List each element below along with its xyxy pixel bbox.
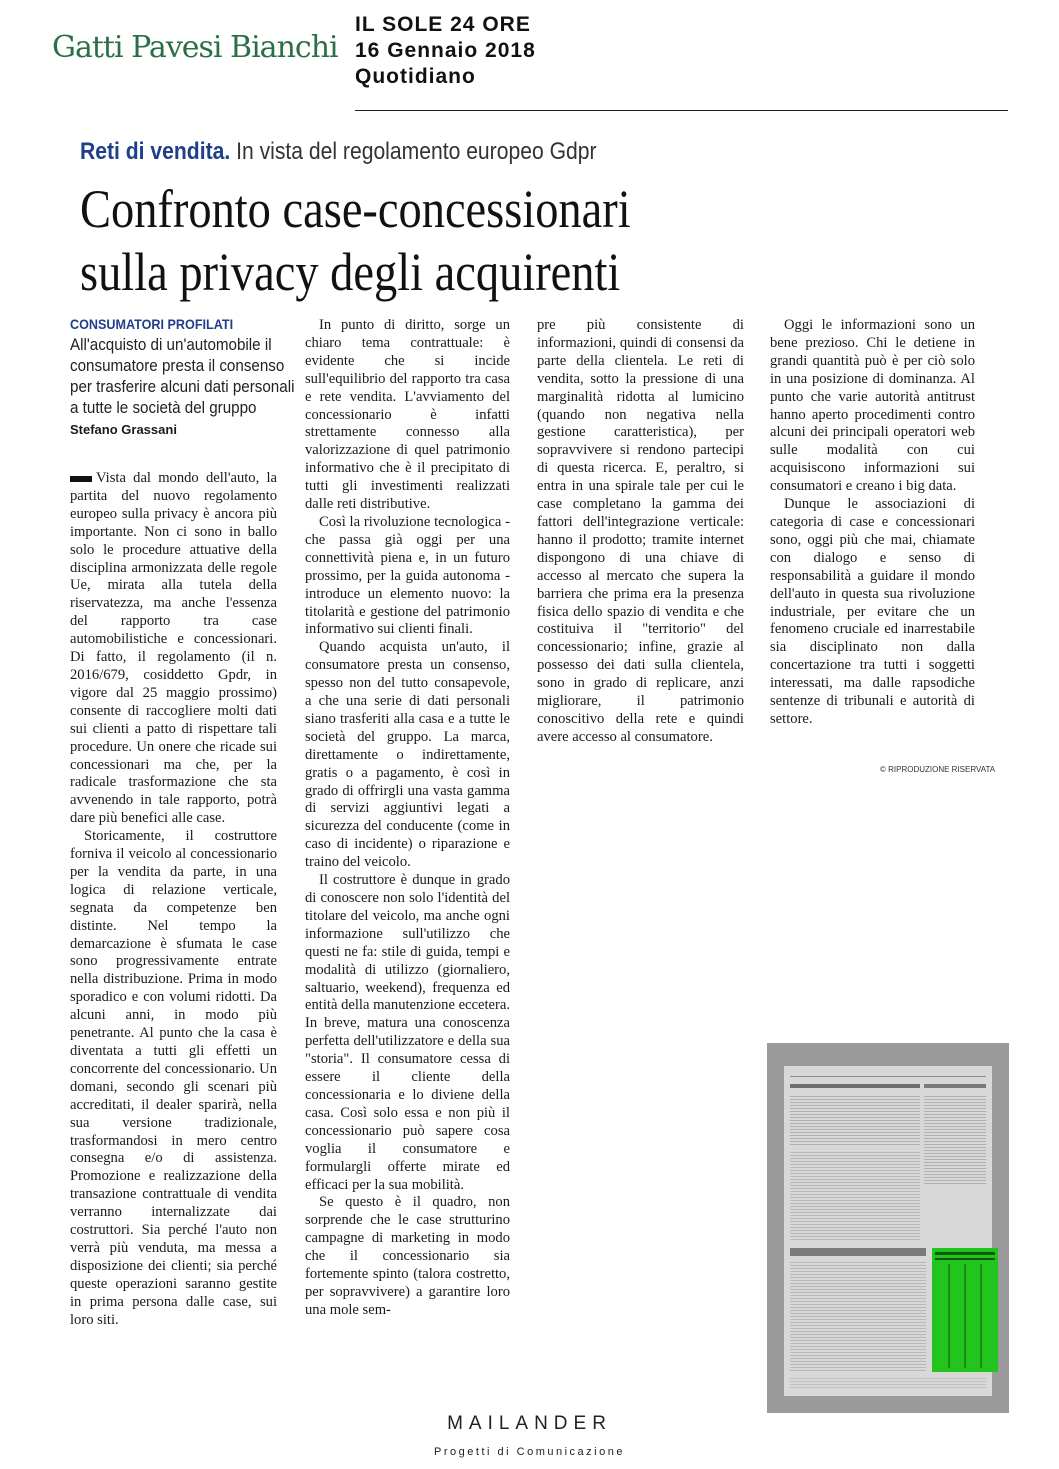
thumbnail-column-rule — [948, 1264, 950, 1368]
kicker-rest: In vista del regolamento europeo Gdpr — [230, 138, 597, 165]
subhead-label: CONSUMATORI PROFILATI — [70, 316, 234, 332]
kicker — [80, 138, 597, 166]
thumbnail-text — [790, 1096, 920, 1146]
thumbnail-column-rule — [980, 1264, 982, 1368]
paragraph: Quando acquista un'auto, il consumatore presta un consenso, spesso non del tutto consapevole, a che una serie di dati personali siano trasferiti alla casa e a tutte le società del gruppo. La marca, direttamente o indirettamente, gratis o a pagamento, è così in grado di offrirgli una vasta gamma di servizi aggiuntivi legati a sicurezza del conducente (come in caso di incidente) o riparazione e traino del veicolo. — [305, 639, 510, 871]
logo: Gatti Pavesi Bianchi — [52, 30, 338, 65]
copyright-notice: © RIPRODUZIONE RISERVATA — [880, 765, 996, 774]
publication-date: 16 Gennaio 2018 — [355, 39, 536, 62]
article-column-2 — [305, 317, 510, 1397]
article-column-3 — [537, 317, 744, 787]
thumbnail-page — [784, 1066, 992, 1396]
publication-info — [355, 12, 536, 90]
paragraph: pre più consistente di informazioni, quindi di consensi da parte della clientela. Le reti di vendita, sotto la pressione di una marginalità ridotta al lumicino (quando non negativa nella gestione caratteristica), per sopravvivere si rendono partecipi di questa ricerca. E, peraltro, si entra in una spirale tale per cui le case completano la gamma dei fattori dell'integrazione verticale: hanno il prodotto; tramite internet dispongono di una chiave di accesso al mercato che supera la barriera che prima era la presenza fisica dello spazio di vendita e che costituiva il "territorio" del concessionario; infine, grazie al possesso dei dati sulla clientela, sono in grado di replicare, anzi migliorare, il patrimonio conoscitivo della rete e quindi avere accesso al consumatore. — [537, 317, 744, 745]
thumbnail-rule — [790, 1076, 986, 1077]
subhead-block — [70, 316, 295, 437]
article-column-4 — [770, 317, 975, 767]
kicker-bold: Reti di vendita. — [80, 138, 231, 165]
publication-name: IL SOLE 24 ORE — [355, 13, 531, 36]
headline-line-1: Confronto case-concessionari — [80, 179, 631, 239]
footer-brand: MAILANDER — [447, 1413, 612, 1434]
thumbnail-text — [790, 1262, 926, 1372]
lead-marker — [70, 476, 92, 482]
footer-tagline: Progetti di Comunicazione — [434, 1446, 625, 1458]
thumbnail-title — [924, 1084, 986, 1088]
paragraph — [70, 470, 277, 828]
headline-line-2: sulla privacy degli acquirenti — [80, 242, 621, 302]
thumbnail-title — [790, 1084, 920, 1088]
thumbnail-text — [790, 1378, 986, 1388]
paragraph: Il costruttore è dunque in grado di conoscere non solo l'identità del titolare del veicolo, ma anche ogni informazione sull'utilizzo che questi ne fa: stile di guida, tempi e modalità di utilizzo (giornaliero, saltuario, weekend), frequenza ed entità della manutenzione eccetera. In breve, matura una conoscenza perfetta dell'utilizzatore e della sua "storia". Il consumatore cessa di essere il cliente della concessionaria e lo diviene della casa. Così solo essa e non più il concessionario può sapere cosa voglia il consumatore e formulargli offerte mirate ed efficaci per la sua mobilità. — [305, 872, 510, 1193]
thumbnail-column-rule — [964, 1264, 966, 1368]
thumbnail-headline — [935, 1252, 995, 1255]
thumbnail-headline — [935, 1258, 995, 1260]
paragraph-text: Vista dal mondo dell'auto, la partita del nuovo regolamento europeo sulla privacy è ancora più importante. Non ci sono in ballo solo le procedure attuative della disciplina armonizzata delle regole Ue, mirata alla tutela della riservatezza, ma anche l'essenza del rapporto tra case automobilistiche e concessionari. Di fatto, il regolamento (il n. 2016/679, cosiddetto Gpdr, in vigore dal 25 maggio prossimo) consente di raccogliere molti dati sui clienti a patto di rispettare tali procedure. Un onere che ricade sui concessionari ma che, per la radicale trasformazione che sta avvenendo in tale rapporto, potrà dare più benefici alle case. — [70, 470, 277, 827]
paragraph: Oggi le informazioni sono un bene prezioso. Chi le detiene in grandi quantità può è per ciò solo in una posizione di dominanza. Al punto che varie autorità antitrust hanno aperto procedimenti contro alcuni dei principali operatori web sulle modalità con cui acquisiscono informazioni sui consumatori e creano i big data. — [770, 317, 975, 495]
publication-frequency: Quotidiano — [355, 65, 476, 88]
page-thumbnail — [767, 1043, 1009, 1413]
headline — [80, 178, 631, 304]
thumbnail-title — [790, 1248, 926, 1256]
paragraph: In punto di diritto, sorge un chiaro tema contrattuale: è evidente che si incide sull'equilibrio del rapporto tra casa e rete vendita. L'avviamento del concessionario è infatti strettamente connesso alla valorizzazione di quel patrimonio informativo che è il precipitato di tutti gli investimenti realizzati dalle reti distributive. — [305, 317, 510, 513]
thumbnail-text — [790, 1152, 920, 1242]
paragraph: Se questo è il quadro, non sorprende che le case strutturino campagne di marketing in modo che il concessionario sia fortemente spinto (talora costretto, per sopravvivere) a garantire loro una mole sem- — [305, 1194, 510, 1318]
article-column-1 — [70, 470, 277, 1395]
byline: Stefano Grassani — [70, 422, 177, 437]
paragraph: Storicamente, il costruttore forniva il veicolo al concessionario per la vendita da parte, in una logica di relazione verticale, segnata da competenze ben distinte. Nel tempo la demarcazione è sfumata le case sono progressivamente entrate nella distribuzione. Prima in modo sporadico e con volumi ridotti. Da alcuni anni, in modo più penetrante. Al punto che la casa è diventata a tutti gli effetti un concorrente del concessionario. Un domani, secondo gli scenari più accreditati, il dealer sparirà, nella sua versione tradizionale, trasformandosi in mero centro consegna e/o di assistenza. Promozione e realizzazione della transazione contrattuale di vendita verranno internalizzate dai costruttori. Sia perché l'auto non verrà più venduta, ma messa a disposizione dei clienti; sia perché queste operazioni saranno gestite in prima persona dalle case, sui loro siti. — [70, 828, 277, 1328]
paragraph: Dunque le associazioni di categoria di case e concessionari sono, oggi più che mai, chiamate con dialogo e senso di responsabilità a guidare il mondo dell'auto in questa sua rivoluzione industriale, per evitare che un fenomeno cruciale ed inarrestabile sia disciplinato non dalla concertazione tra tutti i soggetti interessati, ma dalle rapsodiche sentenze di tribunali e autorità di settore. — [770, 496, 975, 727]
paragraph: Così la rivoluzione tecnologica - che passa già oggi per una connettività piena e, in un futuro prossimo, per la guida autonoma - introduce un elemento nuovo: la titolarità e gestione del patrimonio informativo sui clienti finali. — [305, 513, 510, 638]
thumbnail-article-highlight — [932, 1248, 998, 1372]
subhead-text: All'acquisto di un'automobile il consumatore presta il consenso per trasferire alcuni dati personali a tutte le società del gruppo — [70, 336, 295, 417]
header-rule — [355, 110, 1008, 111]
thumbnail-text — [924, 1096, 986, 1186]
